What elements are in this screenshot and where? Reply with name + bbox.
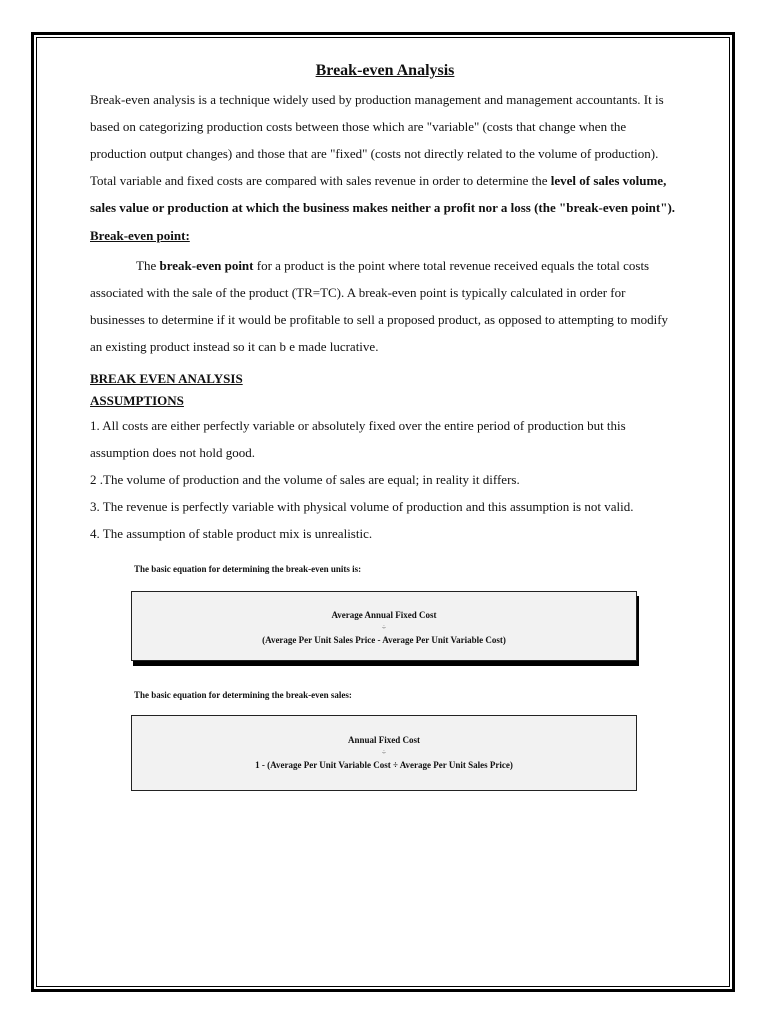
bep-rest: for a product is the point where total revenue received equals the total costs associated with the sale of the product (TR=TC). A break-even point is typically calculated in order for businesses to determine if it would be profitable to sell a proposed product, as opposed to attempting to modify an existing product instead so it can b e made lucrative. (90, 258, 669, 354)
document-body (90, 62, 680, 791)
assumption-item: 4. The assumption of stable product mix is unrealistic. (90, 526, 373, 541)
assumption-item: 3. The revenue is perfectly variable with physical volume of production and this assumption is not valid. (90, 499, 634, 514)
units-numerator: Average Annual Fixed Cost (331, 610, 437, 620)
bep-lead: The (136, 258, 160, 273)
units-divide-symbol: ÷ (381, 623, 387, 632)
sales-divide-symbol: ÷ (381, 748, 387, 757)
sales-equation-label: The basic equation for determining the break-even sales: (134, 690, 352, 700)
sales-numerator: Annual Fixed Cost (347, 735, 420, 745)
assumptions-heading: ASSUMPTIONS (90, 393, 184, 408)
units-equation-box (131, 591, 637, 661)
analysis-heading: BREAK EVEN ANALYSIS (90, 371, 243, 386)
sales-denominator: 1 - (Average Per Unit Variable Cost ÷ Average Per Unit Sales Price) (255, 760, 513, 770)
break-even-point-heading: Break-even point: (90, 228, 190, 243)
sales-equation-box (131, 715, 637, 791)
page-title: Break-even Analysis (315, 62, 455, 79)
units-denominator: (Average Per Unit Sales Price - Average Per Unit Variable Cost) (262, 635, 506, 645)
intro-lead-text: Total variable and fixed costs are compared with sales revenue in order to determine the (90, 173, 551, 188)
break-even-point-paragraph (90, 252, 680, 360)
units-equation-label: The basic equation for determining the break-even units is: (134, 564, 362, 574)
intro-paragraph: Break-even analysis is a technique widely used by production management and management accountants. It is based on categorizing production costs between those which are "variable" (costs that change when the production output changes) and those that are "fixed" (costs not directly related to the volume of production). (90, 92, 664, 161)
intro-paragraph-2 (90, 167, 680, 221)
assumption-item: 1. All costs are either perfectly variable or absolutely fixed over the entire period of production but this assumption does not hold good. (90, 418, 626, 460)
assumption-item: 2 .The volume of production and the volume of sales are equal; in reality it differs. (90, 472, 520, 487)
intro-bold-text: level of sales volume, sales value or production at which the business makes neither a profit nor a loss (the "break-even point"). (90, 173, 676, 215)
bep-bold-term: break-even point (159, 258, 254, 273)
